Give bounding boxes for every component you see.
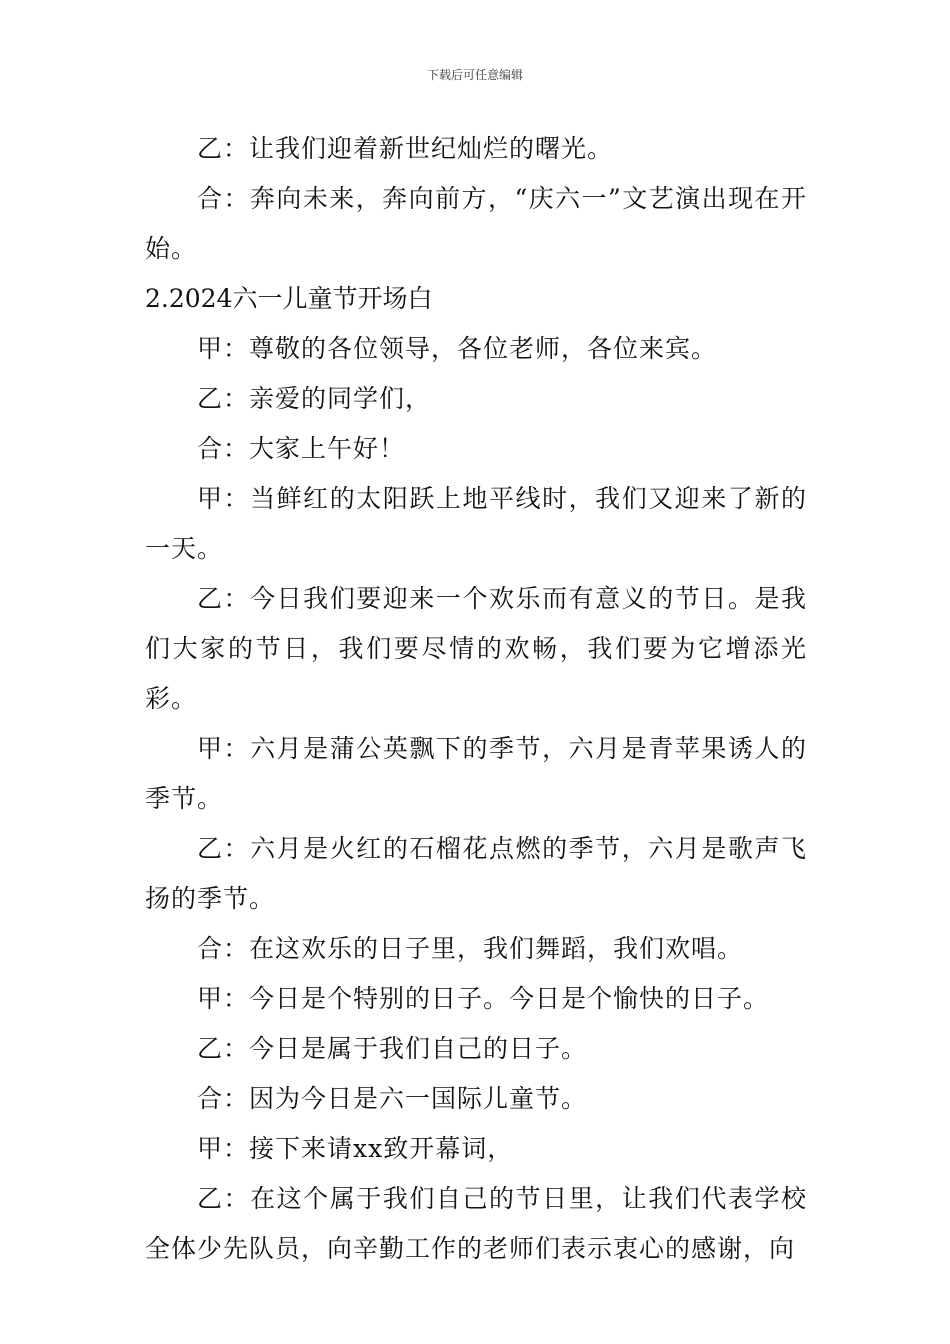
section-heading: 2.2024六一儿童节开场白 bbox=[145, 284, 433, 313]
paragraph: 乙：今日是属于我们自己的日子。 bbox=[197, 1034, 588, 1063]
paragraph: 乙：亲爱的同学们， bbox=[197, 384, 432, 413]
paragraph: 合：在这欢乐的日子里，我们舞蹈，我们欢唱。 bbox=[197, 934, 744, 963]
paragraph: 合：大家上午好！ bbox=[197, 434, 406, 463]
document-body bbox=[145, 124, 807, 1274]
page-header-note: 下载后可任意编辑 bbox=[426, 68, 523, 82]
paragraph: 甲：接下来请xx致开幕词， bbox=[197, 1134, 514, 1163]
paragraph: 甲：当鲜红的太阳跃上地平线时，我们又迎来了新的一天。 bbox=[145, 484, 807, 563]
paragraph: 乙：让我们迎着新世纪灿烂的曙光。 bbox=[197, 134, 614, 163]
paragraph: 合：因为今日是六一国际儿童节。 bbox=[197, 1084, 588, 1113]
paragraph: 乙：六月是火红的石榴花点燃的季节，六月是歌声飞扬的季节。 bbox=[145, 834, 807, 913]
paragraph: 乙：今日我们要迎来一个欢乐而有意义的节日。是我们大家的节日，我们要尽情的欢畅，我们要为它增添光彩。 bbox=[145, 584, 807, 713]
paragraph: 乙：在这个属于我们自己的节日里，让我们代表学校全体少先队员，向辛勤工作的老师们表示衷心的感谢，向 bbox=[145, 1184, 807, 1263]
paragraph: 合：奔向未来，奔向前方，“庆六一”文艺演出现在开始。 bbox=[145, 184, 807, 263]
paragraph: 甲：六月是蒲公英飘下的季节，六月是青苹果诱人的季节。 bbox=[145, 734, 807, 813]
paragraph: 甲：今日是个特别的日子。今日是个愉快的日子。 bbox=[197, 984, 770, 1013]
paragraph: 甲：尊敬的各位领导，各位老师，各位来宾。 bbox=[197, 334, 718, 363]
